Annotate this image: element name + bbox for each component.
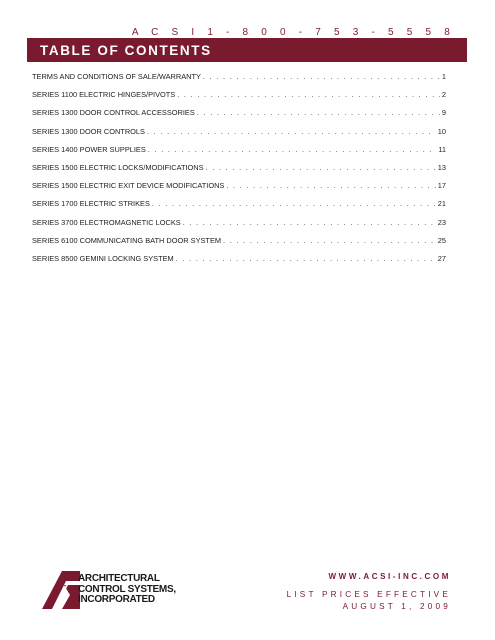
effective-date: AUGUST 1, 2009 bbox=[342, 602, 451, 611]
toc-entry[interactable] bbox=[32, 145, 446, 163]
toc-entry-label: SERIES 1500 ELECTRIC LOCKS/MODIFICATIONS bbox=[32, 162, 204, 172]
toc-entry[interactable] bbox=[32, 218, 446, 236]
toc-leader-dots bbox=[226, 181, 435, 191]
table-of-contents bbox=[32, 72, 446, 272]
toc-leader-dots bbox=[147, 127, 436, 137]
toc-entry[interactable] bbox=[32, 90, 446, 108]
toc-entry[interactable] bbox=[32, 163, 446, 181]
toc-leader-dots bbox=[152, 199, 436, 209]
title-bar bbox=[27, 38, 467, 62]
toc-entry[interactable] bbox=[32, 127, 446, 145]
toc-entry-label: SERIES 8500 GEMINI LOCKING SYSTEM bbox=[32, 253, 174, 263]
toc-entry-page: 25 bbox=[437, 235, 446, 245]
company-logo bbox=[40, 569, 200, 611]
toc-leader-dots bbox=[203, 72, 440, 82]
toc-entry-page: 10 bbox=[437, 126, 446, 136]
toc-entry-page: 2 bbox=[441, 90, 446, 100]
toc-leader-dots bbox=[223, 236, 436, 246]
toc-entry-label: SERIES 1300 DOOR CONTROL ACCESSORIES bbox=[32, 108, 195, 118]
toc-entry[interactable] bbox=[32, 254, 446, 272]
toc-entry-page: 23 bbox=[437, 217, 446, 227]
toc-entry-page: 9 bbox=[441, 108, 446, 118]
toc-entry-label: TERMS AND CONDITIONS OF SALE/WARRANTY bbox=[32, 72, 201, 81]
toc-entry[interactable] bbox=[32, 199, 446, 217]
toc-leader-dots bbox=[183, 218, 436, 228]
logo-line-1: ARCHITECTURAL bbox=[78, 573, 160, 584]
toc-entry-label: SERIES 1100 ELECTRIC HINGES/PIVOTS bbox=[32, 90, 176, 100]
toc-entry-label: SERIES 1500 ELECTRIC EXIT DEVICE MODIFICATIONS bbox=[32, 181, 225, 191]
toc-entry-label: SERIES 6100 COMMUNICATING BATH DOOR SYSTEM bbox=[32, 235, 222, 245]
toc-entry-label: SERIES 1700 ELECTRIC STRIKES bbox=[32, 199, 150, 209]
toc-entry-page: 27 bbox=[437, 253, 446, 263]
toc-entry-page: 21 bbox=[437, 199, 446, 209]
toc-leader-dots bbox=[206, 163, 436, 173]
logo-line-2: CONTROL SYSTEMS, bbox=[78, 583, 176, 595]
toc-entry[interactable] bbox=[32, 108, 446, 126]
acsi-logo-mark-icon bbox=[40, 569, 82, 611]
toc-entry[interactable] bbox=[32, 181, 446, 199]
toc-entry-label: SERIES 3700 ELECTROMAGNETIC LOCKS bbox=[32, 217, 181, 227]
toc-leader-dots bbox=[197, 108, 440, 118]
effective-label: LIST PRICES EFFECTIVE bbox=[286, 590, 451, 599]
logo-line-3: INCORPORATED bbox=[78, 594, 155, 605]
toc-leader-dots bbox=[177, 90, 440, 100]
toc-entry[interactable] bbox=[32, 72, 446, 90]
toc-entry-page: 17 bbox=[437, 181, 446, 191]
footer-info bbox=[287, 572, 451, 613]
toc-entry-page: 1 bbox=[441, 72, 446, 81]
page-title: TABLE OF CONTENTS bbox=[40, 42, 212, 58]
toc-leader-dots bbox=[176, 254, 436, 264]
toc-entry-page: 11 bbox=[438, 144, 446, 154]
toc-entry-label: SERIES 1400 POWER SUPPLIES bbox=[32, 144, 146, 154]
toc-leader-dots bbox=[148, 145, 437, 155]
website-link[interactable]: WWW.ACSI-INC.COM bbox=[328, 572, 451, 581]
logo-wordmark bbox=[78, 574, 176, 606]
toc-entry[interactable] bbox=[32, 236, 446, 254]
toc-entry-label: SERIES 1300 DOOR CONTROLS bbox=[32, 126, 145, 136]
toc-entry-page: 13 bbox=[437, 162, 446, 172]
header-phone: A C S I 1 - 8 0 0 - 7 5 3 - 5 5 5 8 bbox=[131, 27, 455, 38]
